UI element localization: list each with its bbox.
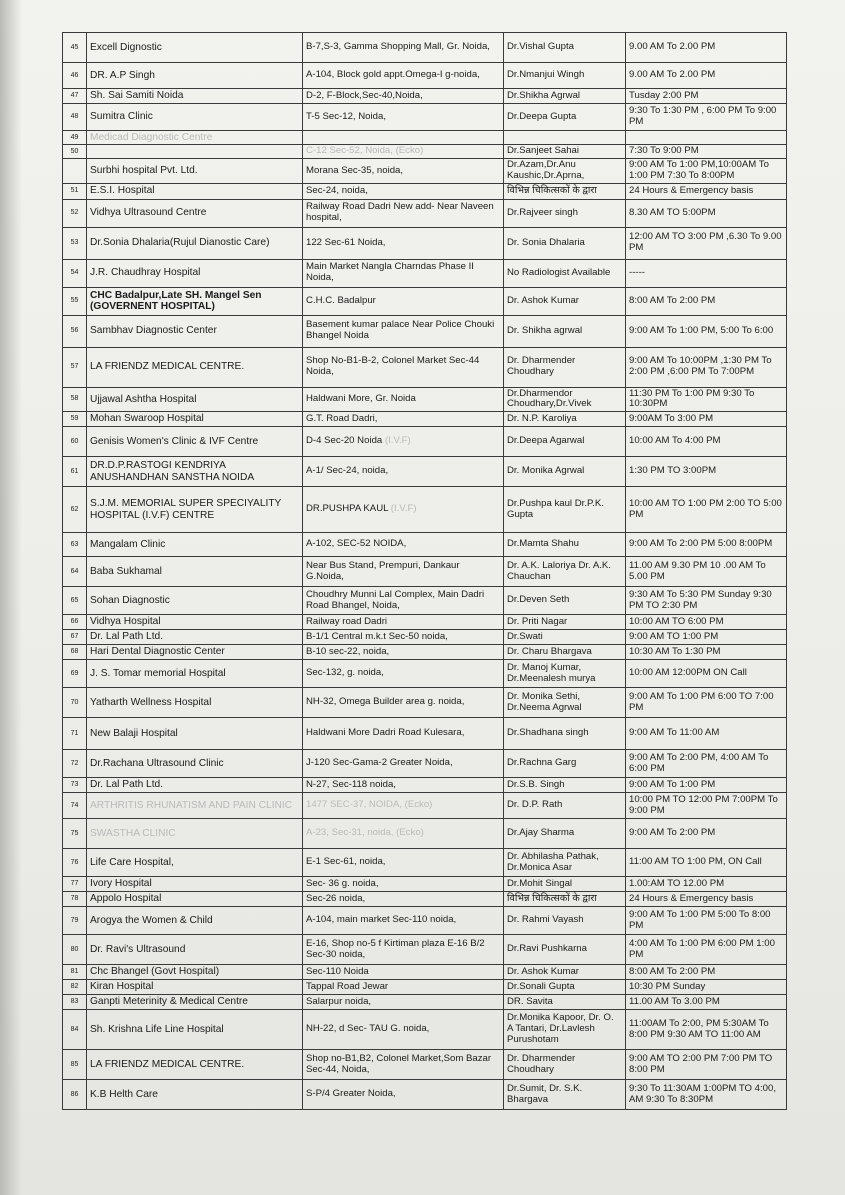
table-row	[63, 533, 787, 557]
centre-address: Basement kumar palace Near Police Chouki Bhangel Noida	[303, 315, 504, 347]
doctor-name: Dr. Manoj Kumar, Dr.Meenalesh murya	[504, 660, 626, 688]
centre-address: Shop no-B1,B2, Colonel Market,Som Bazar Sec-44, Noida,	[303, 1050, 504, 1080]
doctor-name: Dr.Monika Kapoor, Dr. O. A Tantari, Dr.Lavlesh Purushotam	[504, 1010, 626, 1050]
serial-number: 77	[63, 877, 87, 892]
centre-address: A-104, main market Sec-110 noida,	[303, 907, 504, 935]
table-row	[63, 935, 787, 965]
centre-address: J-120 Sec-Gama-2 Greater Noida,	[303, 750, 504, 778]
table-row	[63, 645, 787, 660]
doctor-name: Dr.Rachna Garg	[504, 750, 626, 778]
timing: 10:00 AM 12:00PM ON Call	[626, 660, 787, 688]
timing: 24 Hours & Emergency basis	[626, 183, 787, 199]
table-row	[63, 615, 787, 630]
timing: 11:00AM To 2:00, PM 5:30AM To 8:00 PM 9:30 AM TO 11:00 AM	[626, 1010, 787, 1050]
serial-number: 51	[63, 183, 87, 199]
table-row	[63, 793, 787, 819]
timing: 10:30 PM Sunday	[626, 980, 787, 995]
timing: 9:00 AM To 2:00 PM	[626, 819, 787, 849]
centre-address: E-16, Shop no-5 f Kirtiman plaza E-16 B/2 Sec-30 noida,	[303, 935, 504, 965]
table-row	[63, 287, 787, 315]
serial-number: 70	[63, 688, 87, 718]
centre-name: Vidhya Ultrasound Centre	[87, 199, 303, 227]
centre-address: A-23, Sec-31, noida, (Ecko)	[303, 819, 504, 849]
centre-address: Sec-24, noida,	[303, 183, 504, 199]
doctor-name: Dr. Monika Sethi, Dr.Neema Agrwal	[504, 688, 626, 718]
table-row	[63, 387, 787, 411]
timing: 9:00 AM TO 1:00 PM	[626, 630, 787, 645]
serial-number: 78	[63, 892, 87, 907]
timing: 11.00 AM 9.30 PM 10 .00 AM To 5.00 PM	[626, 557, 787, 587]
centre-address	[303, 131, 504, 145]
timing: 11.00 AM To 3.00 PM	[626, 995, 787, 1010]
centre-name: Ujjawal Ashtha Hospital	[87, 387, 303, 411]
centre-address: A-102, SEC-52 NOIDA,	[303, 533, 504, 557]
serial-number: 45	[63, 33, 87, 63]
serial-number: 65	[63, 587, 87, 615]
centre-address: C.H.C. Badalpur	[303, 287, 504, 315]
serial-number: 79	[63, 907, 87, 935]
serial-number: 58	[63, 387, 87, 411]
centre-name: Baba Sukhamal	[87, 557, 303, 587]
table-row	[63, 907, 787, 935]
doctor-name: Dr.Sonali Gupta	[504, 980, 626, 995]
centre-address	[303, 427, 504, 457]
centre-address: Salarpur noida,	[303, 995, 504, 1010]
doctor-name: Dr. Dharmender Choudhary	[504, 1050, 626, 1080]
timing: 4:00 AM To 1:00 PM 6:00 PM 1:00 PM	[626, 935, 787, 965]
timing: 11:00 AM TO 1:00 PM, ON Call	[626, 849, 787, 877]
centre-name: DR.D.P.RASTOGI KENDRIYA ANUSHANDHAN SANSTHA NOIDA	[87, 457, 303, 487]
table-row	[63, 819, 787, 849]
doctor-name: Dr.Mamta Shahu	[504, 533, 626, 557]
doctor-name: विभिन्न चिकित्सकों के द्वारा	[504, 892, 626, 907]
centre-name: Dr.Rachana Ultrasound Clinic	[87, 750, 303, 778]
centre-name: S.J.M. MEMORIAL SUPER SPECIYALITY HOSPITAL (I.V.F) CENTRE	[87, 487, 303, 533]
centre-address: Sec-26 noida,	[303, 892, 504, 907]
centre-address: N-27, Sec-118 noida,	[303, 778, 504, 793]
serial-number: 60	[63, 427, 87, 457]
centre-name: Sohan Diagnostic	[87, 587, 303, 615]
serial-number: 80	[63, 935, 87, 965]
centre-address: A-104, Block gold appt.Omega-I g-noida,	[303, 63, 504, 89]
centre-name: CHC Badalpur,Late SH. Mangel Sen (GOVERNENT HOSPITAL)	[87, 287, 303, 315]
serial-number: 74	[63, 793, 87, 819]
table-row	[63, 259, 787, 287]
table-row	[63, 587, 787, 615]
timing: 9:00 AM To 1:00 PM,10:00AM To 1:00 PM 7:30 To 8:00PM	[626, 159, 787, 183]
table-row	[63, 980, 787, 995]
doctor-name: Dr. Priti Nagar	[504, 615, 626, 630]
table-row	[63, 630, 787, 645]
centre-name: Sambhav Diagnostic Center	[87, 315, 303, 347]
serial-number: 57	[63, 347, 87, 387]
centre-address: NH-22, d Sec- TAU G. noida,	[303, 1010, 504, 1050]
centre-name: Sh. Krishna Life Line Hospital	[87, 1010, 303, 1050]
centre-name: LA FRIENDZ MEDICAL CENTRE.	[87, 347, 303, 387]
timing: 10:00 AM TO 6:00 PM	[626, 615, 787, 630]
table-row	[63, 227, 787, 259]
doctor-name: Dr.Deepa Gupta	[504, 104, 626, 131]
serial-number: 59	[63, 412, 87, 427]
serial-number: 83	[63, 995, 87, 1010]
doctor-name: Dr. N.P. Karoliya	[504, 412, 626, 427]
centre-address: NH-32, Omega Builder area g. noida,	[303, 688, 504, 718]
timing: 10:00 AM TO 1:00 PM 2:00 TO 5:00 PM	[626, 487, 787, 533]
page-shadow	[0, 0, 22, 1195]
serial-number: 72	[63, 750, 87, 778]
table-row	[63, 63, 787, 89]
centre-address	[303, 487, 504, 533]
timing: 9:00 AM To 1:00 PM 6:00 TO 7:00 PM	[626, 688, 787, 718]
centre-address: Railway road Dadri	[303, 615, 504, 630]
centre-address: B-10 sec-22, noida,	[303, 645, 504, 660]
serial-number: 49	[63, 131, 87, 145]
centre-name: Life Care Hospital,	[87, 849, 303, 877]
doctor-name: Dr.Shikha Agrwal	[504, 89, 626, 104]
centre-address: Morana Sec-35, noida,	[303, 159, 504, 183]
centre-name: ARTHRITIS RHUNATISM AND PAIN CLINIC	[87, 793, 303, 819]
centre-address: Main Market Nangla Charndas Phase II Noida,	[303, 259, 504, 287]
centre-name: Dr. Ravi's Ultrasound	[87, 935, 303, 965]
table-row	[63, 995, 787, 1010]
doctor-name: Dr.Ajay Sharma	[504, 819, 626, 849]
doctor-name: Dr.Sumit, Dr. S.K. Bhargava	[504, 1080, 626, 1110]
centre-name: Kiran Hospital	[87, 980, 303, 995]
table-row	[63, 183, 787, 199]
timing: 9:00 AM To 2:00 PM, 4:00 AM To 6:00 PM	[626, 750, 787, 778]
centre-name: Dr. Lal Path Ltd.	[87, 630, 303, 645]
serial-number: 66	[63, 615, 87, 630]
table-row	[63, 892, 787, 907]
timing	[626, 131, 787, 145]
timing: 9:00 AM TO 2:00 PM 7:00 PM TO 8:00 PM	[626, 1050, 787, 1080]
serial-number: 82	[63, 980, 87, 995]
serial-number: 46	[63, 63, 87, 89]
centre-name: Mohan Swaroop Hospital	[87, 412, 303, 427]
doctor-name: Dr.Mohit Singal	[504, 877, 626, 892]
timing: -----	[626, 259, 787, 287]
doctor-name: Dr.Nmanjui Wingh	[504, 63, 626, 89]
table-row	[63, 199, 787, 227]
centre-address: Sec-132, g. noida,	[303, 660, 504, 688]
centre-address: B-7,S-3, Gamma Shopping Mall, Gr. Noida,	[303, 33, 504, 63]
table-row	[63, 89, 787, 104]
table-row	[63, 33, 787, 63]
doctor-name: Dr.Deven Seth	[504, 587, 626, 615]
serial-number: 47	[63, 89, 87, 104]
centre-address-faint: C-12 Sec-52, Noida, (Ecko)	[303, 145, 504, 159]
table-row	[63, 557, 787, 587]
centre-name: Genisis Women's Clinic & IVF Centre	[87, 427, 303, 457]
centre-name: Surbhi hospital Pvt. Ltd.	[87, 159, 303, 183]
centre-address: 122 Sec-61 Noida,	[303, 227, 504, 259]
table-row	[63, 347, 787, 387]
table-row	[63, 750, 787, 778]
centre-name: K.B Helth Care	[87, 1080, 303, 1110]
table-row	[63, 660, 787, 688]
centre-name: J.R. Chaudhray Hospital	[87, 259, 303, 287]
doctor-name: Dr.Swati	[504, 630, 626, 645]
timing: 10:00 PM TO 12:00 PM 7:00PM To 9:00 PM	[626, 793, 787, 819]
serial-number: 56	[63, 315, 87, 347]
centre-address: A-1/ Sec-24, noida,	[303, 457, 504, 487]
table-row	[63, 1080, 787, 1110]
timing: 1.00:AM TO 12.00 PM	[626, 877, 787, 892]
centre-name	[87, 145, 303, 159]
doctor-name: Dr.Rajveer singh	[504, 199, 626, 227]
serial-number: 67	[63, 630, 87, 645]
centre-name: Ivory Hospital	[87, 877, 303, 892]
timing: 9:00 AM To 1:00 PM	[626, 778, 787, 793]
timing: 8.30 AM TO 5:00PM	[626, 199, 787, 227]
doctor-name: DR. Savita	[504, 995, 626, 1010]
centre-address: 1477 SEC-37, NOIDA, (Ecko)	[303, 793, 504, 819]
timing: 11:30 PM To 1:00 PM 9:30 To 10:30PM	[626, 387, 787, 411]
timing: Tusday 2:00 PM	[626, 89, 787, 104]
doctor-name	[504, 131, 626, 145]
ivf-tag: (I.V.F)	[390, 503, 417, 515]
centre-address: S-P/4 Greater Noida,	[303, 1080, 504, 1110]
doctor-name: Dr. Ashok Kumar	[504, 287, 626, 315]
table-row	[63, 849, 787, 877]
table-row	[63, 487, 787, 533]
doctor-name: Dr.Azam,Dr.Anu Kaushic,Dr.Aprna,	[504, 159, 626, 183]
centre-address: T-5 Sec-12, Noida,	[303, 104, 504, 131]
centre-name: New Balaji Hospital	[87, 718, 303, 750]
doctor-name: No Radiologist Available	[504, 259, 626, 287]
serial-number: 50	[63, 145, 87, 159]
doctor-name: Dr.Shadhana singh	[504, 718, 626, 750]
serial-number: 71	[63, 718, 87, 750]
centre-name: Yatharth Wellness Hospital	[87, 688, 303, 718]
centre-name: Vidhya Hospital	[87, 615, 303, 630]
doctor-name: Dr. A.K. Laloriya Dr. A.K. Chauchan	[504, 557, 626, 587]
timing: 10:00 AM To 4:00 PM	[626, 427, 787, 457]
table-row	[63, 131, 787, 145]
table-row	[63, 412, 787, 427]
timing: 9:00 AM To 1:00 PM, 5:00 To 6:00	[626, 315, 787, 347]
serial-number: 55	[63, 287, 87, 315]
table-row	[63, 877, 787, 892]
table-row	[63, 1010, 787, 1050]
table-row	[63, 1050, 787, 1080]
doctor-name: Dr. Rahmi Vayash	[504, 907, 626, 935]
centre-address: Sec-110 Noida	[303, 965, 504, 980]
timing: 9:00 AM To 2:00 PM 5:00 8:00PM	[626, 533, 787, 557]
centre-name: E.S.I. Hospital	[87, 183, 303, 199]
centre-address: G.T. Road Dadri,	[303, 412, 504, 427]
doctor-name: Dr.S.B. Singh	[504, 778, 626, 793]
table-row	[63, 159, 787, 183]
table-row	[63, 457, 787, 487]
timing: 9:00 AM To 10:00PM ,1:30 PM To 2:00 PM ,6:00 PM To 7:00PM	[626, 347, 787, 387]
centre-name: Chc Bhangel (Govt Hospital)	[87, 965, 303, 980]
centre-address: Railway Road Dadri New add- Near Naveen hospital,	[303, 199, 504, 227]
serial-number: 76	[63, 849, 87, 877]
centre-address: Haldwani More, Gr. Noida	[303, 387, 504, 411]
serial-number: 85	[63, 1050, 87, 1080]
serial-number: 48	[63, 104, 87, 131]
table-row	[63, 315, 787, 347]
doctor-name: Dr. Shikha agrwal	[504, 315, 626, 347]
timing: 24 Hours & Emergency basis	[626, 892, 787, 907]
table-row	[63, 145, 787, 159]
serial-number: 68	[63, 645, 87, 660]
table-row	[63, 104, 787, 131]
timing: 7:30 To 9:00 PM	[626, 145, 787, 159]
serial-number: 64	[63, 557, 87, 587]
timing: 9:00 AM To 11:00 AM	[626, 718, 787, 750]
doctor-name: Dr. Charu Bhargava	[504, 645, 626, 660]
doctor-name: विभिन्न चिकित्सकों के द्वारा	[504, 183, 626, 199]
timing: 9.00 AM To 2.00 PM	[626, 63, 787, 89]
doctor-name: Dr. Dharmender Choudhary	[504, 347, 626, 387]
timing: 9.00 AM To 2.00 PM	[626, 33, 787, 63]
doctor-name: Dr. Monika Agrwal	[504, 457, 626, 487]
serial-number: 86	[63, 1080, 87, 1110]
table-row	[63, 718, 787, 750]
centre-name: SWASTHA CLINIC	[87, 819, 303, 849]
doctor-name: Dr.Vishal Gupta	[504, 33, 626, 63]
ivf-tag: (I.V.F)	[384, 435, 411, 447]
centre-name: Medicad Diagnostic Centre	[87, 131, 303, 145]
hospital-register-table	[62, 32, 787, 1110]
serial-number: 84	[63, 1010, 87, 1050]
centre-address: Choudhry Munni Lal Complex, Main Dadri Road Bhangel, Noida,	[303, 587, 504, 615]
doctor-name: Dr. Abhilasha Pathak, Dr.Monica Asar	[504, 849, 626, 877]
centre-name: Sumitra Clinic	[87, 104, 303, 131]
doctor-name: Dr.Ravi Pushkarna	[504, 935, 626, 965]
doctor-name: Dr. D.P. Rath	[504, 793, 626, 819]
serial-number: 73	[63, 778, 87, 793]
centre-address: Sec- 36 g. noida,	[303, 877, 504, 892]
doctor-name: Dr. Ashok Kumar	[504, 965, 626, 980]
doctor-name: Dr. Sonia Dhalaria	[504, 227, 626, 259]
doctor-name: Dr.Dharmendor Choudhary,Dr.Vivek	[504, 387, 626, 411]
centre-name: LA FRIENDZ MEDICAL CENTRE.	[87, 1050, 303, 1080]
doctor-name: Dr.Sanjeet Sahai	[504, 145, 626, 159]
serial-number: 81	[63, 965, 87, 980]
centre-address: Near Bus Stand, Prempuri, Dankaur G.Noida,	[303, 557, 504, 587]
timing: 9:30 To 11:30AM 1:00PM TO 4:00, AM 9:30 To 8:30PM	[626, 1080, 787, 1110]
timing: 8:00 AM To 2:00 PM	[626, 287, 787, 315]
centre-name: Arogya the Women & Child	[87, 907, 303, 935]
centre-name: Dr.Sonia Dhalaria(Rujul Dianostic Care)	[87, 227, 303, 259]
centre-address: Tappal Road Jewar	[303, 980, 504, 995]
serial-number	[63, 159, 87, 183]
centre-address: Shop No-B1-B-2, Colonel Market Sec-44 Noida,	[303, 347, 504, 387]
centre-name: DR. A.P Singh	[87, 63, 303, 89]
centre-name: Sh. Sai Samiti Noida	[87, 89, 303, 104]
address-text: DR.PUSHPA KAUL	[306, 503, 389, 515]
centre-name: Mangalam Clinic	[87, 533, 303, 557]
timing: 9:30 To 1:30 PM , 6:00 PM To 9:00 PM	[626, 104, 787, 131]
timing: 1:30 PM TO 3:00PM	[626, 457, 787, 487]
serial-number: 52	[63, 199, 87, 227]
serial-number: 53	[63, 227, 87, 259]
doctor-name: Dr.Pushpa kaul Dr.P.K. Gupta	[504, 487, 626, 533]
timing: 8:00 AM To 2:00 PM	[626, 965, 787, 980]
serial-number: 75	[63, 819, 87, 849]
table-row	[63, 688, 787, 718]
serial-number: 54	[63, 259, 87, 287]
timing: 12:00 AM TO 3:00 PM ,6.30 To 9.00 PM	[626, 227, 787, 259]
centre-name: Appolo Hospital	[87, 892, 303, 907]
centre-address: Haldwani More Dadri Road Kulesara,	[303, 718, 504, 750]
centre-name: Hari Dental Diagnostic Center	[87, 645, 303, 660]
timing: 9:00 AM To 1:00 PM 5:00 To 8:00 PM	[626, 907, 787, 935]
table-row	[63, 778, 787, 793]
doctor-name: Dr.Deepa Agarwal	[504, 427, 626, 457]
centre-address: B-1/1 Central m.k.t Sec-50 noida,	[303, 630, 504, 645]
centre-address: E-1 Sec-61, noida,	[303, 849, 504, 877]
centre-name: J. S. Tomar memorial Hospital	[87, 660, 303, 688]
centre-name: Dr. Lal Path Ltd.	[87, 778, 303, 793]
table-row	[63, 965, 787, 980]
centre-address: D-2, F-Block,Sec-40,Noida,	[303, 89, 504, 104]
serial-number: 69	[63, 660, 87, 688]
centre-name: Excell Dignostic	[87, 33, 303, 63]
address-text: D-4 Sec-20 Noida	[306, 435, 383, 447]
timing: 10:30 AM To 1:30 PM	[626, 645, 787, 660]
centre-name: Ganpti Meterinity & Medical Centre	[87, 995, 303, 1010]
timing: 9:30 AM To 5:30 PM Sunday 9:30 PM TO 2:30 PM	[626, 587, 787, 615]
timing: 9:00AM To 3:00 PM	[626, 412, 787, 427]
serial-number: 61	[63, 457, 87, 487]
serial-number: 62	[63, 487, 87, 533]
serial-number: 63	[63, 533, 87, 557]
table-row	[63, 427, 787, 457]
